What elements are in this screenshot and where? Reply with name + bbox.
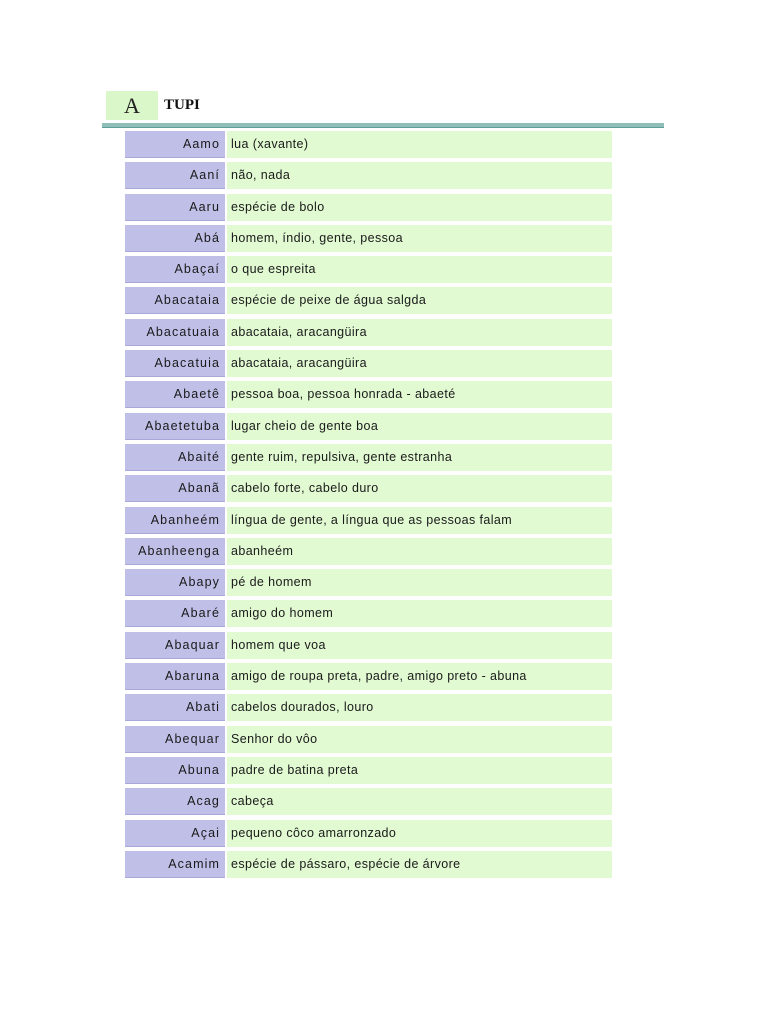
term-cell: Abacataia <box>125 287 225 314</box>
definition-cell: cabelos dourados, louro <box>225 694 612 721</box>
table-row <box>125 131 612 158</box>
table-row <box>125 350 612 377</box>
table-row <box>125 663 612 690</box>
definition-cell: abacataia, aracangüira <box>225 350 612 377</box>
glossary-table <box>125 131 612 882</box>
term-cell: Abanheenga <box>125 538 225 565</box>
term-cell: Abaruna <box>125 663 225 690</box>
table-row <box>125 788 612 815</box>
table-row <box>125 726 612 753</box>
table-row <box>125 851 612 878</box>
table-row <box>125 194 612 221</box>
definition-cell: abanheém <box>225 538 612 565</box>
definition-cell: lua (xavante) <box>225 131 612 158</box>
table-row <box>125 632 612 659</box>
table-row <box>125 538 612 565</box>
term-cell: Abati <box>125 694 225 721</box>
definition-cell: padre de batina preta <box>225 757 612 784</box>
header-divider <box>102 123 664 128</box>
definition-cell: amigo do homem <box>225 600 612 627</box>
term-cell: Aaru <box>125 194 225 221</box>
definition-cell: espécie de pássaro, espécie de árvore <box>225 851 612 878</box>
term-cell: Aaní <box>125 162 225 189</box>
term-cell: Açai <box>125 820 225 847</box>
definition-cell: Senhor do vôo <box>225 726 612 753</box>
term-cell: Abacatuia <box>125 350 225 377</box>
term-cell: Abanheém <box>125 507 225 534</box>
table-row <box>125 319 612 346</box>
term-cell: Abaetê <box>125 381 225 408</box>
table-row <box>125 757 612 784</box>
definition-cell: gente ruim, repulsiva, gente estranha <box>225 444 612 471</box>
definition-cell: pequeno côco amarronzado <box>225 820 612 847</box>
table-row <box>125 507 612 534</box>
definition-cell: espécie de peixe de água salgda <box>225 287 612 314</box>
term-cell: Abá <box>125 225 225 252</box>
term-cell: Acag <box>125 788 225 815</box>
term-cell: Abuna <box>125 757 225 784</box>
table-row <box>125 256 612 283</box>
definition-cell: homem, índio, gente, pessoa <box>225 225 612 252</box>
definition-cell: pessoa boa, pessoa honrada - abaeté <box>225 381 612 408</box>
term-cell: Acamim <box>125 851 225 878</box>
table-row <box>125 694 612 721</box>
term-cell: Abequar <box>125 726 225 753</box>
table-row <box>125 287 612 314</box>
definition-cell: o que espreita <box>225 256 612 283</box>
definition-cell: não, nada <box>225 162 612 189</box>
definition-cell: cabelo forte, cabelo duro <box>225 475 612 502</box>
term-cell: Abaré <box>125 600 225 627</box>
table-row <box>125 413 612 440</box>
definition-cell: amigo de roupa preta, padre, amigo preto - abuna <box>225 663 612 690</box>
table-row <box>125 820 612 847</box>
term-cell: Abanã <box>125 475 225 502</box>
table-row <box>125 444 612 471</box>
definition-cell: abacataia, aracangüira <box>225 319 612 346</box>
term-cell: Abaité <box>125 444 225 471</box>
term-cell: Abapy <box>125 569 225 596</box>
table-row <box>125 569 612 596</box>
term-cell: Aamo <box>125 131 225 158</box>
section-letter: A <box>106 91 158 120</box>
table-row <box>125 475 612 502</box>
table-row <box>125 600 612 627</box>
table-row <box>125 381 612 408</box>
table-row <box>125 225 612 252</box>
definition-cell: língua de gente, a língua que as pessoas falam <box>225 507 612 534</box>
term-cell: Abaetetuba <box>125 413 225 440</box>
definition-cell: homem que voa <box>225 632 612 659</box>
term-cell: Abaquar <box>125 632 225 659</box>
term-cell: Abaçaí <box>125 256 225 283</box>
definition-cell: lugar cheio de gente boa <box>225 413 612 440</box>
definition-cell: cabeça <box>225 788 612 815</box>
definition-cell: pé de homem <box>225 569 612 596</box>
definition-cell: espécie de bolo <box>225 194 612 221</box>
term-cell: Abacatuaia <box>125 319 225 346</box>
section-title: TUPI <box>164 97 200 113</box>
table-row <box>125 162 612 189</box>
